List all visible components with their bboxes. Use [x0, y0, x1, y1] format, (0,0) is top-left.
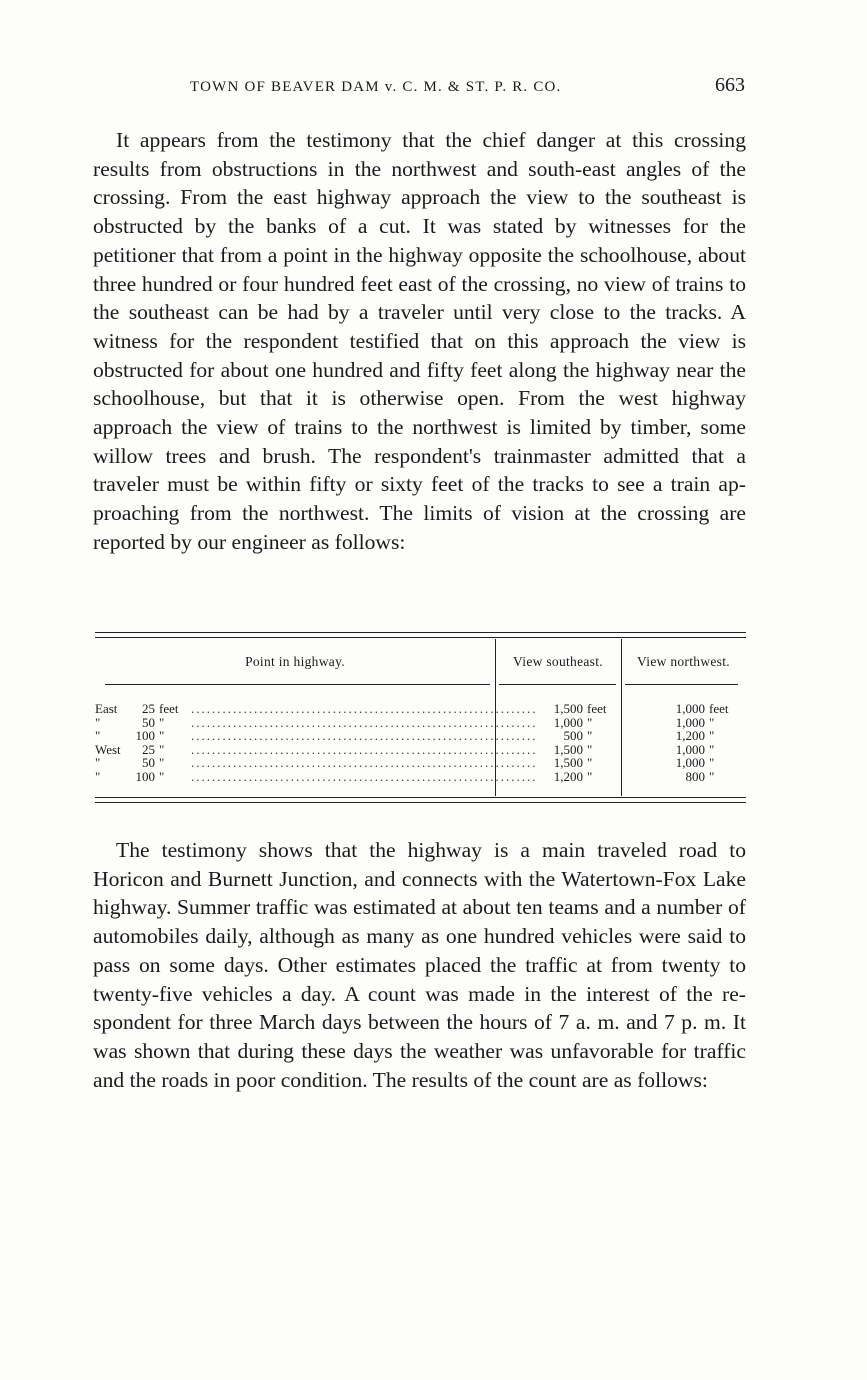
view-northwest-unit: " [709, 728, 715, 743]
dot-leader: .................................................................. [191, 701, 538, 716]
page-header [190, 74, 745, 97]
dot-leader: .................................................................. [191, 728, 538, 743]
view-southeast-unit: " [587, 741, 593, 757]
dot-leader: .................................................................. [191, 755, 538, 770]
col-header-point: Point in highway. [245, 654, 345, 669]
view-southeast: 1,500 [553, 741, 583, 757]
table-bottom-rule-outer [95, 802, 746, 803]
running-head: TOWN OF BEAVER DAM v. C. M. & ST. P. R. CO. [190, 79, 562, 95]
view-northwest: 1,200 [675, 728, 705, 743]
dot-leader: .................................................................. [191, 714, 538, 730]
view-northwest-unit: feet [709, 701, 729, 716]
header-underline [625, 684, 738, 685]
view-southeast-unit: " [587, 768, 593, 784]
table-row [95, 756, 746, 770]
distance-unit: " [159, 768, 165, 784]
header-underline [105, 684, 490, 685]
table-top-rule [95, 632, 746, 633]
page-number: 663 [715, 74, 745, 96]
distance-unit: feet [159, 701, 179, 716]
distance: 100 [135, 728, 155, 743]
table-body [95, 702, 746, 783]
distance-unit: " [159, 714, 165, 730]
view-northwest-unit: " [709, 768, 715, 784]
distance: 25 [142, 701, 155, 716]
table-row [95, 770, 746, 784]
view-southeast: 500 [563, 728, 583, 743]
table-row [95, 729, 746, 743]
distance-unit: " [159, 728, 165, 743]
view-southeast: 1,000 [553, 714, 583, 730]
table-row [95, 716, 746, 730]
distance: 25 [142, 741, 155, 757]
table-row [95, 743, 746, 757]
side: " [95, 714, 101, 730]
col-header-southeast: View southeast. [513, 654, 603, 669]
table-top-rule-inner [95, 637, 746, 638]
view-northwest: 1,000 [675, 755, 705, 770]
view-northwest: 1,000 [675, 714, 705, 730]
header-underline [499, 684, 616, 685]
distance: 50 [142, 714, 155, 730]
distance-unit: " [159, 741, 165, 757]
view-southeast-unit: feet [587, 701, 607, 716]
col-header-northwest: View northwest. [637, 654, 730, 669]
view-northwest-unit: " [709, 755, 715, 770]
side: " [95, 755, 101, 770]
table-row [95, 702, 746, 716]
table-bottom-rule [95, 797, 746, 798]
paragraph-traffic-testimony: The testimony shows that the highway is a main traveled road to Horicon and Burnett Junction, and connects with the Watertown-Fox Lake highway. Summer traffic was estimated at about ten teams and a number of automobiles daily, although as many as one hundred vehicles were said to pass on some days. Other estimates placed the traffic at from twenty to twenty-five vehicles a day. A count was made in the interest of the re-spondent for three March days between the hours of 7 a. m. and 7 p. m. It was shown that during these days the weather was unfavorable for traffic and the roads in poor condition. The results of the count are as follows: [93, 838, 746, 1092]
paragraph-visibility-testimony: It appears from the testimony that the chief danger at this crossing results from obstructions in the northwest and south-east angles of the crossing. From the east highway approach the view to the southeast is obstructed by the banks of a cut. It was stated by witnesses for the petitioner that from a point in the highway opposite the schoolhouse, about three hundred or four hundred feet east of the crossing, no view of trains to the southeast can be had by a traveler until very close to the tracks. A witness for the respondent testified that on this approach the view is obstructed for about one hundred and fifty feet along the highway near the schoolhouse, but that it is otherwise open. From the west highway approach the view of trains to the northwest is limited by timber, some willow trees and brush. The respondent's trainmaster admitted that a traveler must be within fifty or sixty feet of the tracks to see a train ap-proaching from the northwest. The limits of vision at the crossing are reported by our engineer as follows: [93, 128, 746, 554]
view-southeast: 1,500 [553, 701, 583, 716]
dot-leader: .................................................................. [191, 741, 538, 757]
view-southeast: 1,500 [553, 755, 583, 770]
side: East [95, 701, 118, 716]
view-southeast-unit: " [587, 714, 593, 730]
vision-limits-table [95, 632, 746, 807]
view-northwest-unit: " [709, 741, 715, 757]
view-northwest: 1,000 [675, 701, 705, 716]
distance-unit: " [159, 755, 165, 770]
side: West [95, 741, 121, 757]
distance: 50 [142, 755, 155, 770]
side: " [95, 728, 101, 743]
view-northwest: 1,000 [675, 741, 705, 757]
side: " [95, 768, 101, 784]
view-northwest-unit: " [709, 714, 715, 730]
view-northwest: 800 [685, 768, 705, 784]
view-southeast-unit: " [587, 728, 593, 743]
distance: 100 [135, 768, 155, 784]
dot-leader: .................................................................. [191, 768, 538, 784]
view-southeast-unit: " [587, 755, 593, 770]
view-southeast: 1,200 [553, 768, 583, 784]
